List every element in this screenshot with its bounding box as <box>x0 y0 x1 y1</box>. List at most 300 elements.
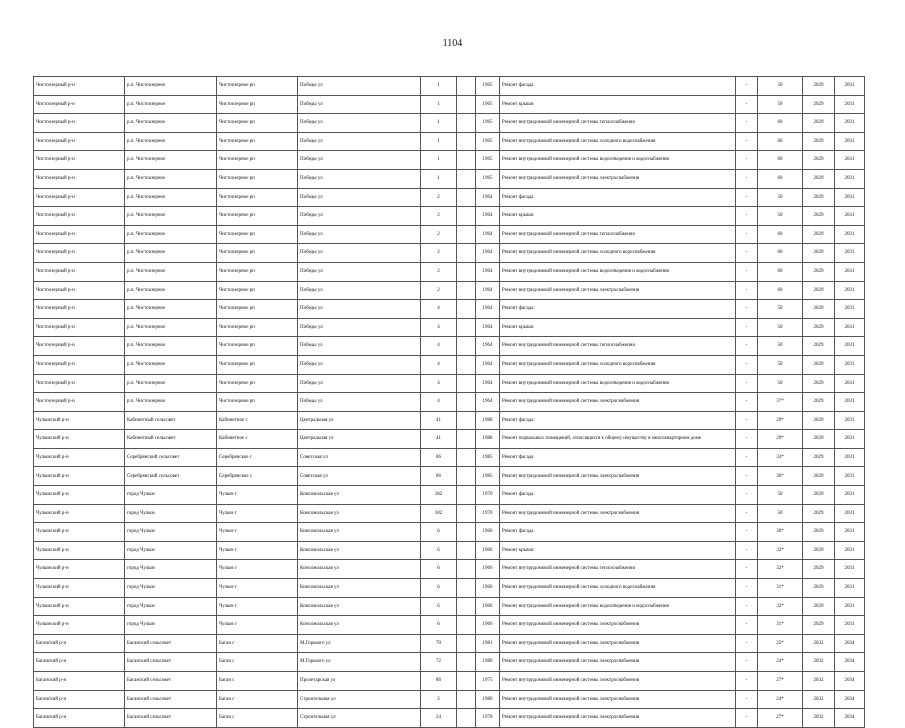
cell-house-number: 4 <box>421 337 457 356</box>
cell-settlement: Чистоозерное рп <box>217 77 298 96</box>
cell-year-built: 1964 <box>476 374 500 393</box>
cell-building <box>457 281 476 300</box>
cell-cost: 50 <box>758 318 803 337</box>
table-row <box>34 77 865 96</box>
cell-district: Чулымский р-н <box>34 504 125 523</box>
cell-year-built: 1965 <box>476 114 500 133</box>
cell-cost: 50 <box>758 374 803 393</box>
cell-settlement: Чистоозерное рп <box>217 393 298 412</box>
cell-year-end: 2031 <box>835 541 865 560</box>
cell-street: Победы ул <box>298 132 421 151</box>
cell-house-number: 4 <box>421 300 457 319</box>
cell-work-type: Ремонт фасада <box>500 300 736 319</box>
cell-year-start: 2029 <box>803 262 835 281</box>
cell-year-end: 2031 <box>835 318 865 337</box>
cell-year-built: 1964 <box>476 355 500 374</box>
table-row <box>34 393 865 412</box>
cell-building <box>457 318 476 337</box>
cell-year-start: 2029 <box>803 430 835 449</box>
cell-work-type: Ремонт крыши <box>500 207 736 226</box>
cell-district: Чистоозерный р-н <box>34 169 125 188</box>
cell-settlement: Чулым г <box>217 579 298 598</box>
cell-cost: 60 <box>758 151 803 170</box>
cell-settlement: Кабинетное с <box>217 411 298 430</box>
cell-street: Строительная ул <box>298 690 421 709</box>
cell-house-number: 4 <box>421 318 457 337</box>
cell-year-built: 1964 <box>476 262 500 281</box>
cell-year-built: 1980 <box>476 653 500 672</box>
table-row <box>34 281 865 300</box>
cell-settlement: Баган с <box>217 634 298 653</box>
cell-building <box>457 486 476 505</box>
cell-year-built: 1964 <box>476 393 500 412</box>
cell-house-number: 1 <box>421 77 457 96</box>
table-row <box>34 300 865 319</box>
cell-dash: - <box>736 653 758 672</box>
cell-district: Чистоозерный р-н <box>34 300 125 319</box>
cell-district: Чистоозерный р-н <box>34 244 125 263</box>
cell-cost: 50 <box>758 188 803 207</box>
cell-dash: - <box>736 169 758 188</box>
cell-building <box>457 560 476 579</box>
cell-dash: - <box>736 709 758 728</box>
cell-cost: 50 <box>758 486 803 505</box>
table-row <box>34 504 865 523</box>
cell-cost: 50 <box>758 77 803 96</box>
cell-district: Чистоозерный р-н <box>34 188 125 207</box>
cell-dash: - <box>736 597 758 616</box>
cell-settlement: Баган с <box>217 672 298 691</box>
cell-house-number: 86 <box>421 672 457 691</box>
cell-cost: 31* <box>758 616 803 635</box>
cell-building <box>457 95 476 114</box>
cell-house-number: 70 <box>421 634 457 653</box>
cell-work-type: Ремонт подвальных помещений, относящихся к общему имуществу в многоквартирном доме <box>500 430 736 449</box>
table-row <box>34 672 865 691</box>
cell-year-end: 2031 <box>835 300 865 319</box>
cell-municipality: р.п. Чистоозерное <box>125 337 217 356</box>
cell-year-built: 1964 <box>476 318 500 337</box>
cell-dash: - <box>736 337 758 356</box>
cell-year-built: 1985 <box>476 448 500 467</box>
cell-street: Центральная ул <box>298 411 421 430</box>
cell-dash: - <box>736 504 758 523</box>
cell-year-built: 1981 <box>476 634 500 653</box>
cell-district: Чулымский р-н <box>34 523 125 542</box>
cell-year-start: 2029 <box>803 337 835 356</box>
cell-building <box>457 448 476 467</box>
cell-district: Чулымский р-н <box>34 448 125 467</box>
cell-house-number: 41 <box>421 411 457 430</box>
cell-house-number: 2 <box>421 188 457 207</box>
cell-cost: 36* <box>758 467 803 486</box>
cell-district: Чистоозерный р-н <box>34 318 125 337</box>
table-row <box>34 448 865 467</box>
cell-building <box>457 541 476 560</box>
cell-settlement: Чистоозерное рп <box>217 207 298 226</box>
cell-year-built: 1980 <box>476 690 500 709</box>
cell-building <box>457 634 476 653</box>
cell-building <box>457 114 476 133</box>
cell-cost: 50 <box>758 504 803 523</box>
cell-work-type: Ремонт фасада <box>500 77 736 96</box>
cell-street: Комсомольская ул <box>298 597 421 616</box>
cell-street: Победы ул <box>298 393 421 412</box>
cell-year-built: 1966 <box>476 579 500 598</box>
cell-building <box>457 523 476 542</box>
cell-work-type: Ремонт внутридомовой инженерной системы водоотведения и водоснабжения <box>500 262 736 281</box>
cell-year-end: 2031 <box>835 597 865 616</box>
cell-year-built: 1964 <box>476 300 500 319</box>
cell-year-start: 2032 <box>803 672 835 691</box>
cell-street: Победы ул <box>298 95 421 114</box>
cell-work-type: Ремонт внутридомовой инженерной системы теплоснабжения <box>500 560 736 579</box>
cell-cost: 60 <box>758 225 803 244</box>
cell-municipality: Кабинетный сельсовет <box>125 430 217 449</box>
cell-year-end: 2031 <box>835 430 865 449</box>
registry-body <box>34 77 865 728</box>
cell-dash: - <box>736 318 758 337</box>
cell-dash: - <box>736 672 758 691</box>
cell-district: Чистоозерный р-н <box>34 95 125 114</box>
cell-settlement: Баган с <box>217 653 298 672</box>
cell-settlement: Чистоозерное рп <box>217 169 298 188</box>
cell-municipality: город Чулым <box>125 504 217 523</box>
cell-cost: 33* <box>758 448 803 467</box>
cell-settlement: Чистоозерное рп <box>217 318 298 337</box>
cell-house-number: 6 <box>421 541 457 560</box>
cell-house-number: 6 <box>421 560 457 579</box>
cell-district: Чистоозерный р-н <box>34 225 125 244</box>
cell-building <box>457 393 476 412</box>
cell-municipality: город Чулым <box>125 597 217 616</box>
cell-district: Чистоозерный р-н <box>34 262 125 281</box>
cell-year-end: 2034 <box>835 709 865 728</box>
cell-municipality: город Чулым <box>125 616 217 635</box>
cell-municipality: р.п. Чистоозерное <box>125 95 217 114</box>
cell-work-type: Ремонт внутридомовой инженерной системы электроснабжения <box>500 169 736 188</box>
cell-dash: - <box>736 690 758 709</box>
cell-street: Строительная ул <box>298 709 421 728</box>
cell-year-built: 1975 <box>476 672 500 691</box>
cell-work-type: Ремонт внутридомовой инженерной системы электроснабжения <box>500 467 736 486</box>
cell-district: Чулымский р-н <box>34 430 125 449</box>
cell-settlement: Чистоозерное рп <box>217 337 298 356</box>
cell-street: Центральная ул <box>298 430 421 449</box>
cell-district: Чулымский р-н <box>34 541 125 560</box>
cell-house-number: 2 <box>421 281 457 300</box>
cell-year-start: 2029 <box>803 151 835 170</box>
cell-dash: - <box>736 616 758 635</box>
cell-year-built: 1970 <box>476 504 500 523</box>
cell-municipality: р.п. Чистоозерное <box>125 188 217 207</box>
cell-cost: 25* <box>758 634 803 653</box>
cell-work-type: Ремонт фасада <box>500 188 736 207</box>
table-row <box>34 95 865 114</box>
cell-year-built: 1964 <box>476 244 500 263</box>
cell-building <box>457 132 476 151</box>
cell-dash: - <box>736 579 758 598</box>
cell-municipality: р.п. Чистоозерное <box>125 114 217 133</box>
table-row <box>34 355 865 374</box>
cell-settlement: Баган с <box>217 709 298 728</box>
cell-work-type: Ремонт фасада <box>500 486 736 505</box>
cell-building <box>457 374 476 393</box>
cell-building <box>457 597 476 616</box>
cell-building <box>457 430 476 449</box>
cell-cost: 60 <box>758 262 803 281</box>
cell-work-type: Ремонт внутридомовой инженерной системы водоотведения и водоснабжения <box>500 374 736 393</box>
cell-cost: 32* <box>758 541 803 560</box>
cell-year-start: 2029 <box>803 281 835 300</box>
table-row <box>34 597 865 616</box>
cell-building <box>457 653 476 672</box>
cell-year-end: 2031 <box>835 262 865 281</box>
cell-municipality: Баганский сельсовет <box>125 653 217 672</box>
cell-dash: - <box>736 281 758 300</box>
cell-municipality: Баганский сельсовет <box>125 634 217 653</box>
cell-year-end: 2031 <box>835 114 865 133</box>
cell-house-number: 4 <box>421 374 457 393</box>
cell-year-built: 1966 <box>476 560 500 579</box>
cell-district: Чистоозерный р-н <box>34 207 125 226</box>
cell-municipality: Баганский сельсовет <box>125 690 217 709</box>
cell-year-start: 2029 <box>803 523 835 542</box>
cell-building <box>457 207 476 226</box>
cell-year-built: 1964 <box>476 207 500 226</box>
cell-municipality: р.п. Чистоозерное <box>125 244 217 263</box>
cell-dash: - <box>736 541 758 560</box>
cell-year-end: 2031 <box>835 374 865 393</box>
cell-year-end: 2031 <box>835 169 865 188</box>
table-row <box>34 318 865 337</box>
page-number: 1104 <box>442 38 463 49</box>
cell-cost: 32* <box>758 597 803 616</box>
cell-building <box>457 579 476 598</box>
cell-district: Чистоозерный р-н <box>34 374 125 393</box>
cell-settlement: Чулым г <box>217 597 298 616</box>
cell-municipality: Серебрянский сельсовет <box>125 448 217 467</box>
cell-year-end: 2034 <box>835 690 865 709</box>
cell-building <box>457 262 476 281</box>
cell-municipality: р.п. Чистоозерное <box>125 151 217 170</box>
cell-year-end: 2031 <box>835 560 865 579</box>
cell-street: Победы ул <box>298 337 421 356</box>
cell-municipality: р.п. Чистоозерное <box>125 393 217 412</box>
table-row <box>34 486 865 505</box>
cell-year-start: 2029 <box>803 355 835 374</box>
cell-house-number: 2 <box>421 690 457 709</box>
cell-street: Победы ул <box>298 244 421 263</box>
cell-work-type: Ремонт внутридомовой инженерной системы электроснабжения <box>500 690 736 709</box>
cell-house-number: 4 <box>421 393 457 412</box>
cell-year-built: 1978 <box>476 709 500 728</box>
table-row <box>34 132 865 151</box>
cell-cost: 29* <box>758 430 803 449</box>
cell-dash: - <box>736 355 758 374</box>
cell-year-end: 2031 <box>835 411 865 430</box>
cell-year-built: 1988 <box>476 430 500 449</box>
cell-dash: - <box>736 95 758 114</box>
cell-district: Баганский р-н <box>34 634 125 653</box>
cell-work-type: Ремонт внутридомовой инженерной системы электроснабжения <box>500 653 736 672</box>
cell-year-start: 2032 <box>803 690 835 709</box>
cell-year-start: 2029 <box>803 560 835 579</box>
cell-year-start: 2029 <box>803 597 835 616</box>
cell-year-start: 2032 <box>803 653 835 672</box>
cell-dash: - <box>736 374 758 393</box>
cell-work-type: Ремонт крыши <box>500 318 736 337</box>
cell-year-end: 2031 <box>835 132 865 151</box>
cell-year-start: 2029 <box>803 114 835 133</box>
cell-district: Чистоозерный р-н <box>34 114 125 133</box>
cell-street: Победы ул <box>298 355 421 374</box>
cell-street: Победы ул <box>298 169 421 188</box>
cell-year-end: 2031 <box>835 448 865 467</box>
cell-street: Пролетарская ул <box>298 672 421 691</box>
cell-dash: - <box>736 393 758 412</box>
cell-house-number: 1 <box>421 169 457 188</box>
cell-district: Чулымский р-н <box>34 616 125 635</box>
cell-settlement: Чистоозерное рп <box>217 300 298 319</box>
cell-building <box>457 690 476 709</box>
cell-building <box>457 188 476 207</box>
cell-year-start: 2029 <box>803 541 835 560</box>
table-row <box>34 523 865 542</box>
cell-municipality: Баганский сельсовет <box>125 709 217 728</box>
cell-district: Чистоозерный р-н <box>34 151 125 170</box>
cell-settlement: Чулым г <box>217 616 298 635</box>
cell-settlement: Чистоозерное рп <box>217 262 298 281</box>
cell-dash: - <box>736 77 758 96</box>
cell-year-end: 2031 <box>835 188 865 207</box>
cell-year-built: 1965 <box>476 132 500 151</box>
cell-year-end: 2034 <box>835 672 865 691</box>
cell-dash: - <box>736 225 758 244</box>
cell-cost: 32* <box>758 560 803 579</box>
cell-work-type: Ремонт внутридомовой инженерной системы водоотведения и водоснабжения <box>500 151 736 170</box>
cell-street: Комсомольская ул <box>298 523 421 542</box>
cell-district: Чистоозерный р-н <box>34 393 125 412</box>
cell-building <box>457 77 476 96</box>
cell-municipality: Баганский сельсовет <box>125 672 217 691</box>
cell-year-built: 1964 <box>476 188 500 207</box>
cell-year-end: 2031 <box>835 207 865 226</box>
cell-year-start: 2029 <box>803 169 835 188</box>
cell-year-start: 2029 <box>803 244 835 263</box>
cell-dash: - <box>736 634 758 653</box>
cell-year-built: 1966 <box>476 541 500 560</box>
cell-cost: 50 <box>758 337 803 356</box>
cell-cost: 50 <box>758 207 803 226</box>
cell-house-number: 41 <box>421 430 457 449</box>
cell-district: Чистоозерный р-н <box>34 281 125 300</box>
table-row <box>34 188 865 207</box>
cell-street: Победы ул <box>298 151 421 170</box>
cell-street: Комсомольская ул <box>298 541 421 560</box>
cell-cost: 37* <box>758 393 803 412</box>
cell-house-number: 2 <box>421 207 457 226</box>
cell-settlement: Чистоозерное рп <box>217 188 298 207</box>
cell-settlement: Чистоозерное рп <box>217 355 298 374</box>
cell-district: Баганский р-н <box>34 653 125 672</box>
cell-year-start: 2029 <box>803 207 835 226</box>
cell-dash: - <box>736 262 758 281</box>
table-row <box>34 709 865 728</box>
cell-municipality: город Чулым <box>125 560 217 579</box>
cell-work-type: Ремонт внутридомовой инженерной системы водоотведения и водоснабжения <box>500 597 736 616</box>
cell-dash: - <box>736 448 758 467</box>
cell-settlement: Чистоозерное рп <box>217 132 298 151</box>
cell-building <box>457 225 476 244</box>
cell-house-number: 2 <box>421 262 457 281</box>
cell-district: Баганский р-н <box>34 709 125 728</box>
cell-cost: 60 <box>758 132 803 151</box>
cell-year-built: 1964 <box>476 281 500 300</box>
table-row <box>34 207 865 226</box>
cell-cost: 29* <box>758 411 803 430</box>
cell-dash: - <box>736 207 758 226</box>
cell-cost: 27* <box>758 709 803 728</box>
cell-street: Комсомольская ул <box>298 486 421 505</box>
table-row <box>34 634 865 653</box>
cell-year-start: 2029 <box>803 225 835 244</box>
cell-street: Победы ул <box>298 188 421 207</box>
cell-district: Баганский р-н <box>34 672 125 691</box>
cell-work-type: Ремонт крыши <box>500 541 736 560</box>
cell-settlement: Чистоозерное рп <box>217 151 298 170</box>
cell-year-start: 2029 <box>803 448 835 467</box>
cell-municipality: р.п. Чистоозерное <box>125 169 217 188</box>
table-row <box>34 579 865 598</box>
table-row <box>34 616 865 635</box>
cell-settlement: Серебрянское с <box>217 467 298 486</box>
cell-cost: 50 <box>758 95 803 114</box>
cell-dash: - <box>736 244 758 263</box>
cell-cost: 24* <box>758 653 803 672</box>
cell-cost: 60 <box>758 244 803 263</box>
cell-district: Чистоозерный р-н <box>34 132 125 151</box>
cell-house-number: 182 <box>421 486 457 505</box>
cell-dash: - <box>736 467 758 486</box>
cell-year-start: 2029 <box>803 393 835 412</box>
cell-street: Победы ул <box>298 318 421 337</box>
cell-municipality: Серебрянский сельсовет <box>125 467 217 486</box>
cell-work-type: Ремонт внутридомовой инженерной системы холодного водоснабжения <box>500 244 736 263</box>
cell-building <box>457 337 476 356</box>
cell-house-number: 24 <box>421 709 457 728</box>
cell-year-start: 2029 <box>803 132 835 151</box>
cell-cost: 60 <box>758 169 803 188</box>
cell-dash: - <box>736 300 758 319</box>
cell-street: Победы ул <box>298 77 421 96</box>
cell-building <box>457 411 476 430</box>
cell-municipality: р.п. Чистоозерное <box>125 132 217 151</box>
cell-work-type: Ремонт внутридомовой инженерной системы холодного водоснабжения <box>500 132 736 151</box>
cell-year-end: 2031 <box>835 579 865 598</box>
cell-year-end: 2034 <box>835 634 865 653</box>
cell-settlement: Чулым г <box>217 523 298 542</box>
cell-year-start: 2029 <box>803 486 835 505</box>
repair-registry-table <box>33 76 865 728</box>
cell-dash: - <box>736 411 758 430</box>
cell-street: Победы ул <box>298 262 421 281</box>
table-row <box>34 374 865 393</box>
cell-house-number: 1 <box>421 132 457 151</box>
cell-house-number: 6 <box>421 579 457 598</box>
cell-street: Победы ул <box>298 300 421 319</box>
cell-year-built: 1965 <box>476 151 500 170</box>
